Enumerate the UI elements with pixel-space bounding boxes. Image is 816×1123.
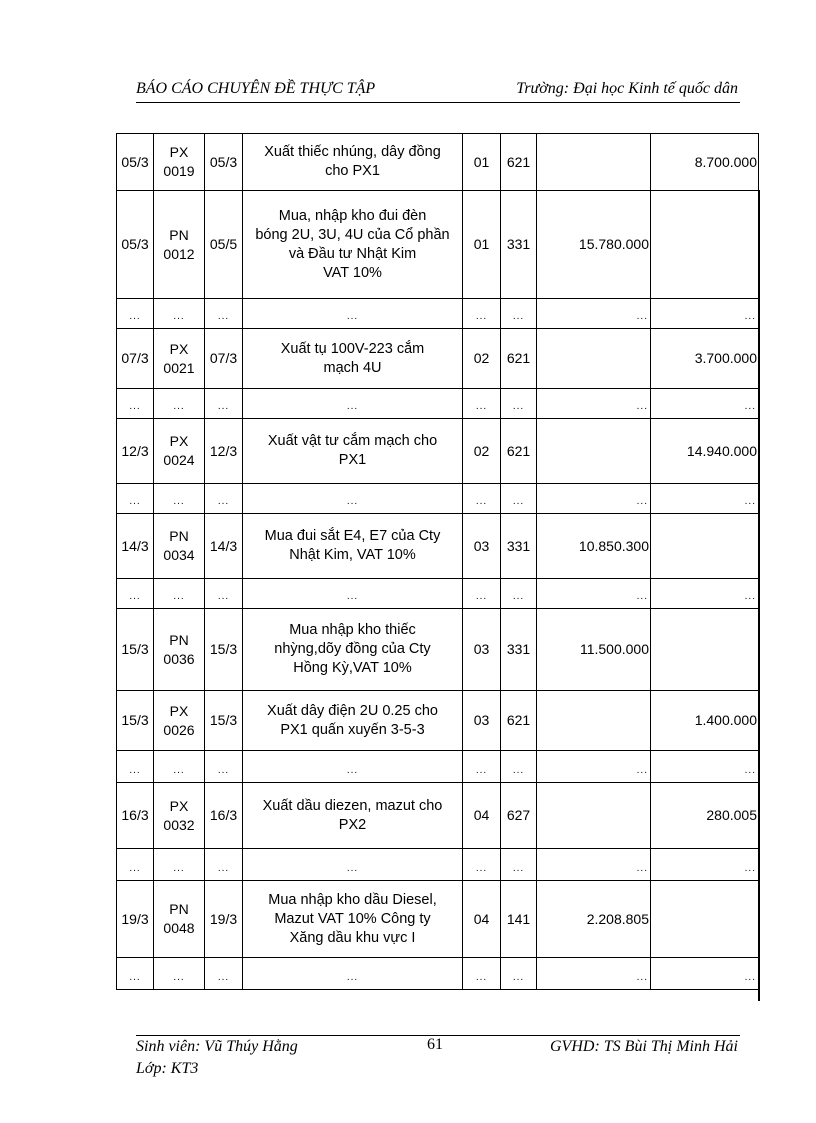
footer-class: Lớp: KT3 (136, 1060, 199, 1077)
ellipsis-cell: ... (501, 299, 537, 329)
account-code: 627 (501, 783, 537, 849)
ellipsis-cell: ... (463, 484, 501, 514)
credit-amount (651, 514, 759, 579)
ellipsis-cell: ... (154, 751, 205, 783)
ellipsis-cell: ... (651, 849, 759, 881)
ledger-row (117, 609, 759, 691)
entry-date: 05/3 (117, 191, 154, 299)
debit-amount (537, 691, 651, 751)
ellipsis-cell: ... (463, 849, 501, 881)
ellipsis-cell: ... (537, 751, 651, 783)
document-number: PX 0026 (154, 691, 205, 751)
document-date: 19/3 (205, 881, 243, 958)
ellipsis-cell: ... (117, 958, 154, 990)
document-number: PX 0021 (154, 329, 205, 389)
document-date: 07/3 (205, 329, 243, 389)
description: Xuất dây điện 2U 0.25 cho PX1 quấn xuyến 3-5-3 (243, 691, 463, 751)
ledger-row (117, 783, 759, 849)
journal-page: 03 (463, 691, 501, 751)
ellipsis-row (117, 299, 759, 329)
account-code: 141 (501, 881, 537, 958)
ellipsis-cell: ... (651, 958, 759, 990)
description: Mua đui sắt E4, E7 của Cty Nhật Kim, VAT 10% (243, 514, 463, 579)
ellipsis-cell: ... (651, 299, 759, 329)
ellipsis-row (117, 389, 759, 419)
description: Mua, nhập kho đui đèn bóng 2U, 3U, 4U của Cổ phần và Đầu tư Nhật Kim VAT 10% (243, 191, 463, 299)
header-divider (136, 102, 740, 103)
credit-amount: 14.940.000 (651, 419, 759, 484)
ellipsis-cell: ... (243, 484, 463, 514)
credit-amount: 3.700.000 (651, 329, 759, 389)
ellipsis-cell: ... (537, 484, 651, 514)
ellipsis-cell: ... (154, 958, 205, 990)
document-number: PN 0034 (154, 514, 205, 579)
debit-amount (537, 419, 651, 484)
document-date: 05/3 (205, 134, 243, 191)
ellipsis-cell: ... (117, 751, 154, 783)
table-right-border (758, 190, 760, 1001)
ellipsis-cell: ... (117, 579, 154, 609)
document-date: 12/3 (205, 419, 243, 484)
credit-amount: 8.700.000 (651, 134, 759, 191)
description: Xuất vật tư cắm mạch cho PX1 (243, 419, 463, 484)
debit-amount: 10.850.300 (537, 514, 651, 579)
ellipsis-cell: ... (537, 299, 651, 329)
description: Mua nhập kho dầu Diesel, Mazut VAT 10% Công ty Xăng dầu khu vực I (243, 881, 463, 958)
ledger-row (117, 419, 759, 484)
account-code: 331 (501, 191, 537, 299)
ellipsis-cell: ... (537, 389, 651, 419)
journal-page: 02 (463, 329, 501, 389)
ellipsis-cell: ... (205, 579, 243, 609)
ellipsis-cell: ... (117, 849, 154, 881)
ellipsis-cell: ... (205, 958, 243, 990)
account-code: 331 (501, 609, 537, 691)
ellipsis-cell: ... (205, 389, 243, 419)
debit-amount (537, 134, 651, 191)
ellipsis-cell: ... (463, 299, 501, 329)
entry-date: 07/3 (117, 329, 154, 389)
ellipsis-cell: ... (537, 849, 651, 881)
document-date: 15/3 (205, 691, 243, 751)
account-code: 621 (501, 419, 537, 484)
account-code: 331 (501, 514, 537, 579)
page-number: 61 (427, 1036, 443, 1053)
ellipsis-cell: ... (205, 299, 243, 329)
document-number: PN 0048 (154, 881, 205, 958)
ellipsis-cell: ... (501, 958, 537, 990)
description: Xuất thiếc nhúng, dây đồng cho PX1 (243, 134, 463, 191)
ellipsis-cell: ... (463, 751, 501, 783)
entry-date: 16/3 (117, 783, 154, 849)
ellipsis-cell: ... (501, 389, 537, 419)
debit-amount (537, 329, 651, 389)
entry-date: 12/3 (117, 419, 154, 484)
ellipsis-cell: ... (154, 389, 205, 419)
ellipsis-cell: ... (651, 751, 759, 783)
ellipsis-cell: ... (154, 849, 205, 881)
ellipsis-row (117, 751, 759, 783)
ledger-row (117, 691, 759, 751)
ellipsis-cell: ... (243, 751, 463, 783)
ellipsis-cell: ... (205, 849, 243, 881)
ellipsis-cell: ... (243, 958, 463, 990)
document-date: 14/3 (205, 514, 243, 579)
credit-amount: 1.400.000 (651, 691, 759, 751)
header-university: Trường: Đại học Kinh tế quốc dân (516, 80, 738, 97)
ellipsis-row (117, 579, 759, 609)
header-report-title: BÁO CÁO CHUYÊN ĐỀ THỰC TẬP (136, 80, 376, 97)
credit-amount (651, 609, 759, 691)
document-date: 15/3 (205, 609, 243, 691)
ledger-body (117, 134, 759, 990)
page-header (136, 80, 740, 104)
journal-page: 04 (463, 881, 501, 958)
ledger-row (117, 191, 759, 299)
entry-date: 05/3 (117, 134, 154, 191)
account-code: 621 (501, 134, 537, 191)
entry-date: 19/3 (117, 881, 154, 958)
debit-amount (537, 783, 651, 849)
ellipsis-row (117, 958, 759, 990)
ellipsis-cell: ... (154, 579, 205, 609)
ellipsis-cell: ... (154, 299, 205, 329)
ellipsis-cell: ... (243, 579, 463, 609)
journal-page: 03 (463, 609, 501, 691)
ledger-row (117, 514, 759, 579)
document-date: 05/5 (205, 191, 243, 299)
ellipsis-row (117, 484, 759, 514)
ellipsis-cell: ... (117, 484, 154, 514)
ellipsis-cell: ... (651, 579, 759, 609)
description: Xuất tụ 100V-223 cắm mạch 4U (243, 329, 463, 389)
description: Xuất dầu diezen, mazut cho PX2 (243, 783, 463, 849)
ellipsis-cell: ... (537, 958, 651, 990)
ledger-row (117, 881, 759, 958)
credit-amount (651, 881, 759, 958)
footer-student: Sinh viên: Vũ Thúy Hằng (136, 1038, 298, 1055)
ellipsis-cell: ... (537, 579, 651, 609)
debit-amount: 11.500.000 (537, 609, 651, 691)
ellipsis-row (117, 849, 759, 881)
debit-amount: 2.208.805 (537, 881, 651, 958)
description: Mua nhập kho thiếc nhỳng,dõy đồng của Cty Hồng Kỳ,VAT 10% (243, 609, 463, 691)
document-number: PX 0032 (154, 783, 205, 849)
ellipsis-cell: ... (205, 751, 243, 783)
account-code: 621 (501, 691, 537, 751)
document-number: PN 0012 (154, 191, 205, 299)
entry-date: 15/3 (117, 691, 154, 751)
ellipsis-cell: ... (463, 389, 501, 419)
document-number: PN 0036 (154, 609, 205, 691)
ellipsis-cell: ... (501, 579, 537, 609)
journal-page: 01 (463, 134, 501, 191)
ellipsis-cell: ... (243, 389, 463, 419)
ellipsis-cell: ... (463, 958, 501, 990)
document-number: PX 0019 (154, 134, 205, 191)
ledger-table (116, 133, 759, 990)
ellipsis-cell: ... (501, 484, 537, 514)
account-code: 621 (501, 329, 537, 389)
ellipsis-cell: ... (243, 849, 463, 881)
ellipsis-cell: ... (154, 484, 205, 514)
ellipsis-cell: ... (651, 389, 759, 419)
ledger-row (117, 134, 759, 191)
ellipsis-cell: ... (501, 849, 537, 881)
entry-date: 14/3 (117, 514, 154, 579)
ellipsis-cell: ... (117, 389, 154, 419)
journal-page: 01 (463, 191, 501, 299)
journal-page: 03 (463, 514, 501, 579)
journal-page: 04 (463, 783, 501, 849)
ellipsis-cell: ... (243, 299, 463, 329)
credit-amount: 280.005 (651, 783, 759, 849)
journal-page: 02 (463, 419, 501, 484)
credit-amount (651, 191, 759, 299)
footer-advisor: GVHD: TS Bùi Thị Minh Hải (550, 1038, 738, 1055)
ellipsis-cell: ... (463, 579, 501, 609)
page-footer (136, 1038, 740, 1088)
ellipsis-cell: ... (117, 299, 154, 329)
document-number: PX 0024 (154, 419, 205, 484)
entry-date: 15/3 (117, 609, 154, 691)
ellipsis-cell: ... (651, 484, 759, 514)
ellipsis-cell: ... (205, 484, 243, 514)
document-date: 16/3 (205, 783, 243, 849)
ledger-row (117, 329, 759, 389)
debit-amount: 15.780.000 (537, 191, 651, 299)
ellipsis-cell: ... (501, 751, 537, 783)
